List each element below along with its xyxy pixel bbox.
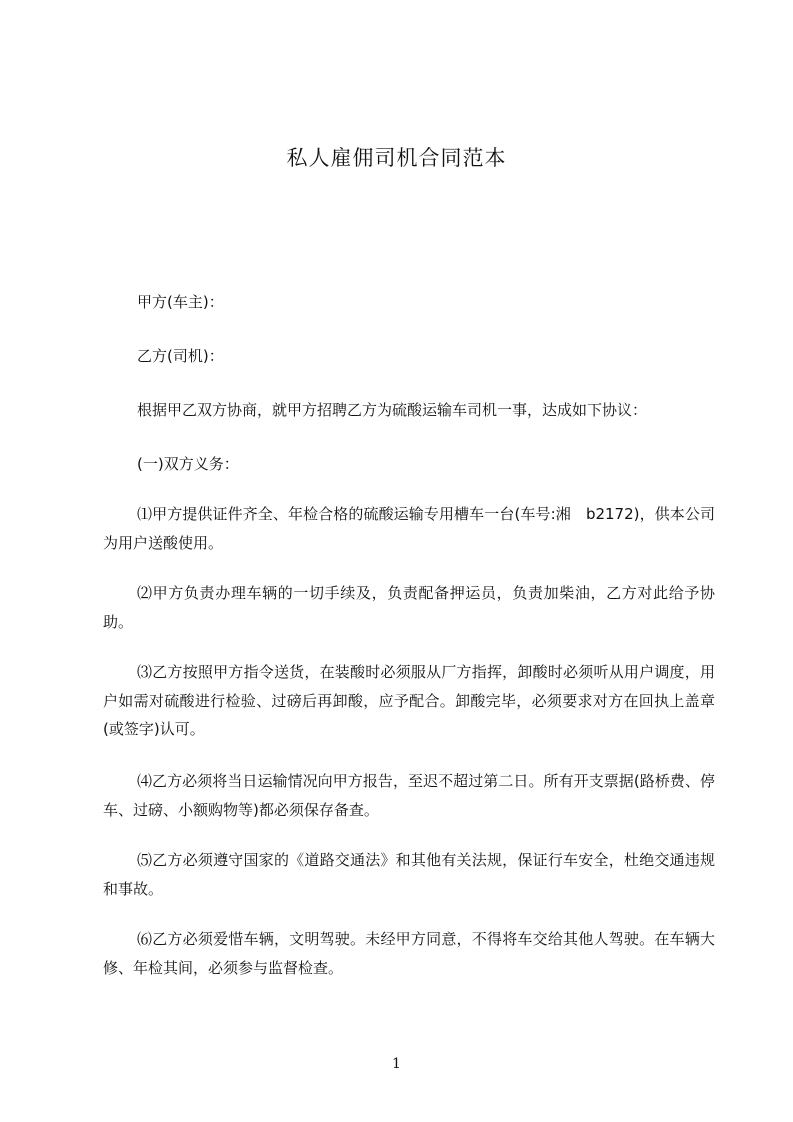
intro-paragraph: 根据甲乙双方协商，就甲方招聘乙方为硫酸运输车司机一事，达成如下协议： xyxy=(137,401,648,419)
clause-4: ⑷乙方必须将当日运输情况向甲方报告，至迟不超过第二日。所有开支票据(路桥费、停车、过磅、小额购物等)都必须保存备查。 xyxy=(103,772,715,819)
party-b-line: 乙方(司机)： xyxy=(137,347,224,365)
document-title: 私人雇佣司机合同范本 xyxy=(286,146,507,170)
clause-3: ⑶乙方按照甲方指令送货，在装酸时必须服从厂方指挥，卸酸时必须听从用户调度，用户如需对硫酸进行检验、过磅后再卸酸，应予配合。卸酸完毕，必须要求对方在回执上盖章(或签字)认可。 xyxy=(103,663,715,738)
clause-1: ⑴甲方提供证件齐全、年检合格的硫酸运输专用槽车一台(车号:湘 b2172)，供本公司为用户送酸使用。 xyxy=(103,505,715,552)
party-a-line: 甲方(车主)： xyxy=(137,293,224,311)
clause-6: ⑹乙方必须爱惜车辆，文明驾驶。未经甲方同意，不得将车交给其他人驾驶。在车辆大修、年检其间，必须参与监督检查。 xyxy=(103,930,715,977)
clause-2: ⑵甲方负责办理车辆的一切手续及，负责配备押运员，负责加柴油，乙方对此给予协助。 xyxy=(103,584,715,631)
clause-5: ⑸乙方必须遵守国家的《道路交通法》和其他有关法规，保证行车安全，杜绝交通违规和事故。 xyxy=(103,851,715,898)
section-heading-obligations: (一)双方义务： xyxy=(137,455,239,473)
page-number: 1 xyxy=(392,1056,401,1072)
